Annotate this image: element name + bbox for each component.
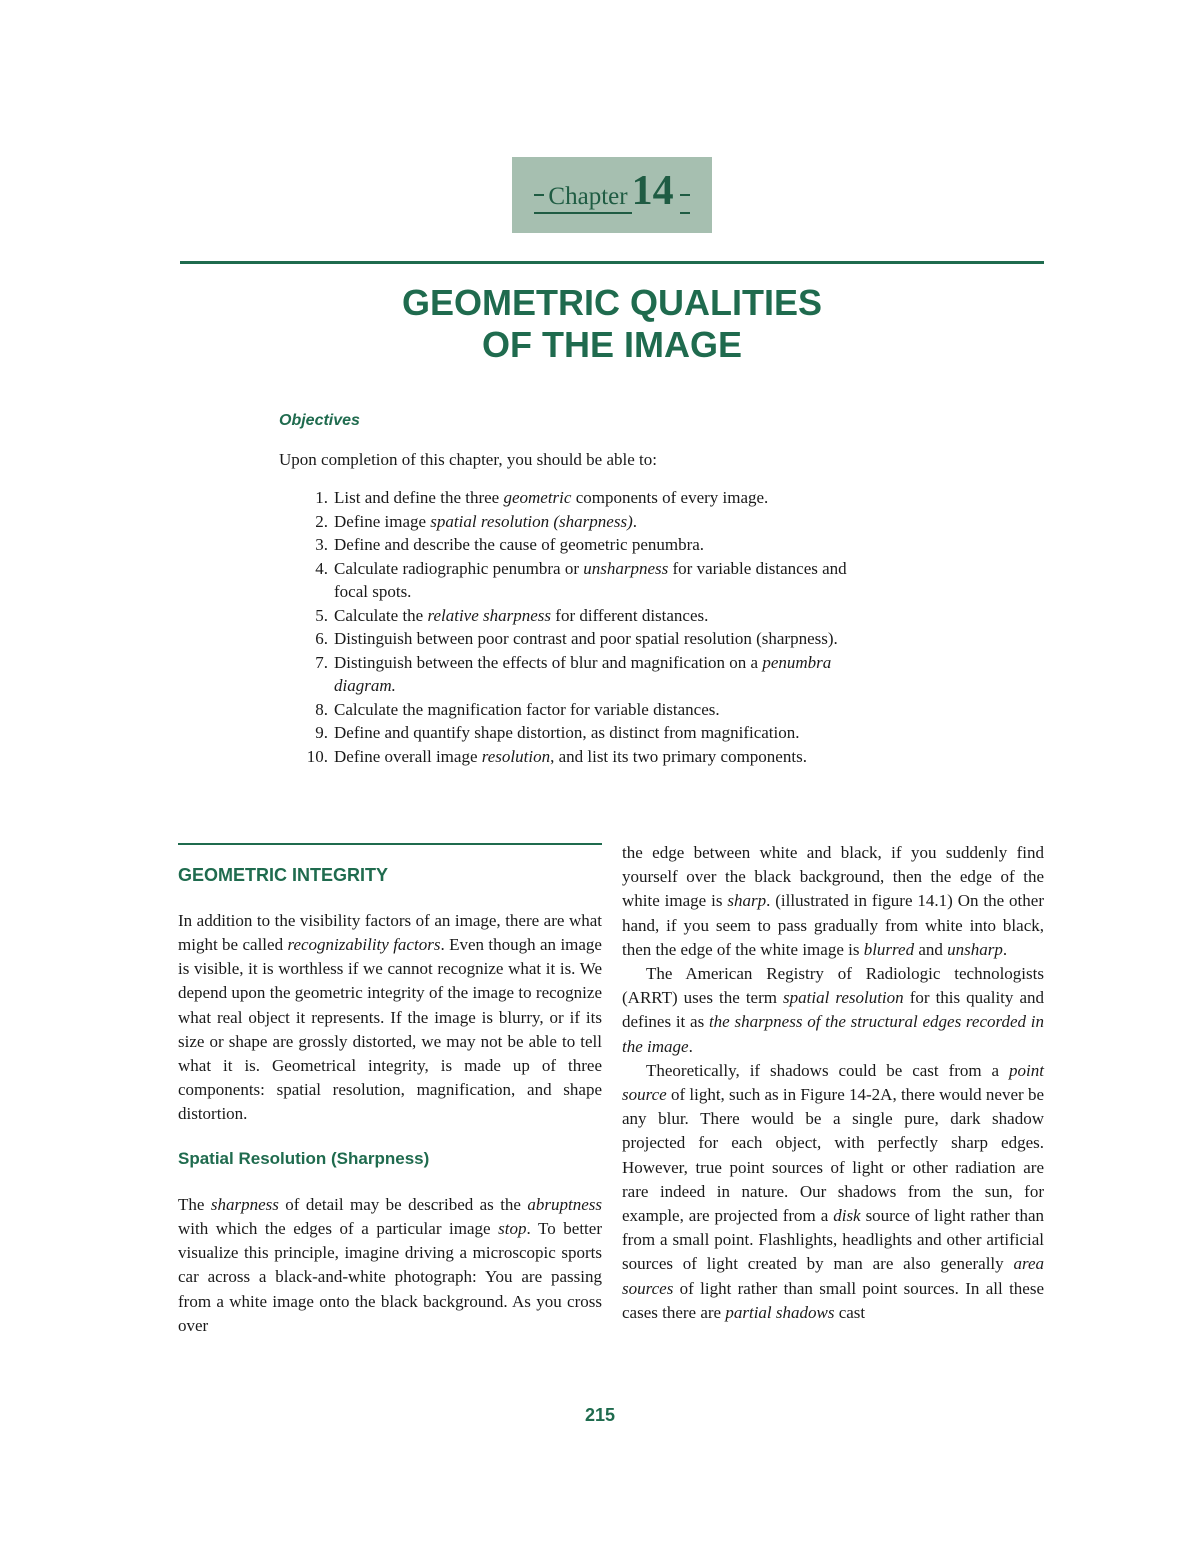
objective-item: 3. Define and describe the cause of geometric penumbra. (315, 535, 705, 554)
objective-item: 2. Define image spatial resolution (sharpness). (315, 511, 637, 531)
objectives-section (279, 412, 999, 768)
objective-item: 9. Define and quantify shape distortion, as distinct from magnification. (315, 723, 800, 742)
paragraph-edge: the edge between white and black, if you suddenly find yourself over the black background, then the edge of the white image is sharp. (illustrated in figure 14.1) On the other hand, if you seem to pass gradually from white into black, then the edge of the white image is blurred and unsharp. (622, 843, 1044, 959)
objective-item: 8. Calculate the magnification factor for variable distances. (315, 699, 720, 719)
paragraph-sharpness: The sharpness of detail may be described as the abruptness with which the edges of a particular image stop. To better visualize this principle, imagine driving a microscopic sports car across a black-and-white photograph: You are passing from a white image onto the black background. As you cross over (178, 1194, 602, 1335)
objective-item: 6. Distinguish between poor contrast and poor spatial resolution (sharpness). (315, 629, 838, 648)
objective-item: 4. Calculate radiographic penumbra or unsharpness for variable distances and focal spots. (315, 558, 847, 601)
left-column (178, 843, 602, 1338)
title-rule (180, 261, 1044, 264)
chapter-title-line-2: OF THE IMAGE (482, 324, 742, 365)
paragraph-arrt: The American Registry of Radiologic technologists (ARRT) uses the term spatial resolution for this quality and defines it as the sharpness of the structural edges recorded in the image. (622, 964, 1044, 1056)
objectives-heading: Objectives (279, 412, 360, 429)
objective-item: 1. List and define the three geometric components of every image. (315, 488, 769, 507)
section-heading-geometric-integrity: GEOMETRIC INTEGRITY (178, 864, 389, 885)
right-column (622, 841, 1044, 1325)
paragraph-point-source: Theoretically, if shadows could be cast from a point source of light, such as in Figure 14-2A, there would never be any blur. There would be a single pure, dark shadow projected for each object, with perfectly sharp edges. However, true point sources of light or other radiation are rare indeed in nature. Our shadows from the sun, for example, are projected from a disk source of light rather than from a small point. Flashlights, headlights and other artificial sources of light created by man are also generally area sources of light rather than small point sources. In all these cases there are partial shadows cast (622, 1060, 1045, 1322)
objectives-list (279, 486, 999, 768)
chapter-label-box (512, 157, 712, 233)
page-number: 215 (584, 1405, 616, 1425)
chapter-title-line-1: GEOMETRIC QUALITIES (401, 282, 822, 323)
chapter-label (512, 167, 712, 215)
chapter-word: Chapter (544, 183, 631, 211)
objectives-intro: Upon completion of this chapter, you should be able to: (279, 450, 657, 469)
paragraph-geometric-integrity: In addition to the visibility factors of an image, there are what might be called recognizability factors. Even though an image is visible, it is worthless if we cannot recognize what it is. We depend upon the geometric integrity of the image to recognize what real object it represents. If the image is blurry, or if its size or shape are grossly distorted, we may not be able to tell what it is. Geometrical integrity, is made up of three components: spatial resolution, magnification, and shape distortion. (178, 910, 602, 1124)
chapter-number: 14 (632, 167, 680, 215)
objective-item: 7. Distinguish between the effects of blur and magnification on a penumbra diagram. (315, 652, 832, 695)
subheading-spatial-resolution: Spatial Resolution (Sharpness) (178, 1148, 430, 1168)
section-rule (178, 843, 602, 845)
objective-item: 10. Define overall image resolution, and list its two primary components. (306, 746, 807, 766)
chapter-title (180, 282, 1044, 366)
objective-item: 5. Calculate the relative sharpness for different distances. (315, 605, 709, 625)
